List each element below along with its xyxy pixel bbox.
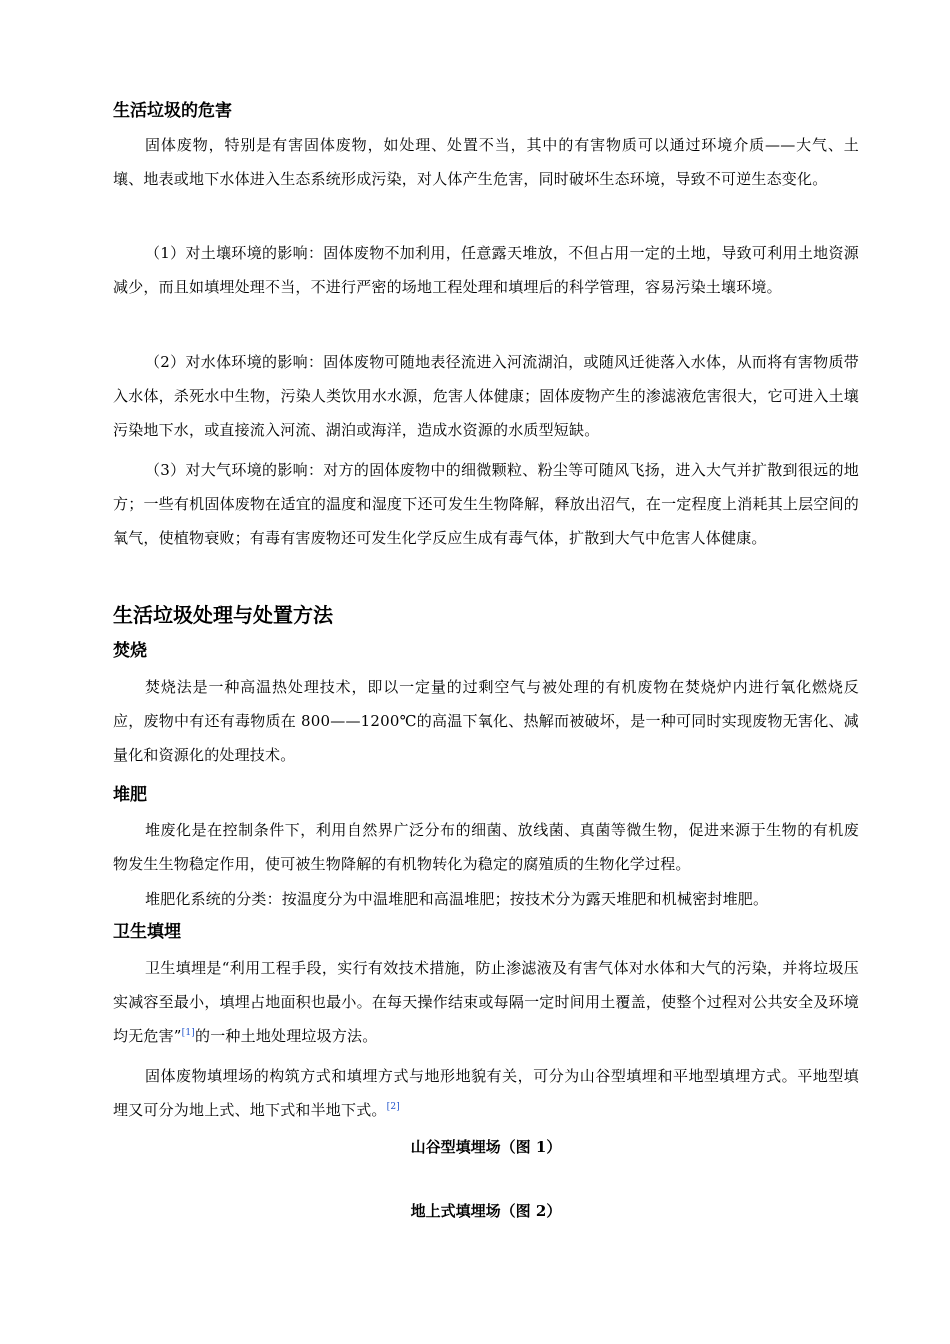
citation-ref-1[interactable]: [1] [181, 1028, 196, 1038]
subheading-incineration: 焚烧 [113, 641, 147, 661]
landfill-definition-tail: 的一种土地处理垃圾方法。 [195, 1027, 378, 1045]
section-heading-methods: 生活垃圾处理与处置方法 [113, 603, 333, 627]
subheading-landfill: 卫生填埋 [113, 922, 181, 942]
landfill-types-text: 固体废物填埋场的构筑方式和填埋方式与地形地貌有关，可分为山谷型填埋和平地型填埋方式。平地型填埋又可分为地上式、地下式和半地下式。 [113, 1067, 859, 1119]
section-heading-hazards: 生活垃圾的危害 [113, 101, 232, 121]
paragraph-compost-classification: 堆肥化系统的分类：按温度分为中温堆肥和高温堆肥；按技术分为露天堆肥和机械密封堆肥。 [145, 890, 769, 908]
paragraph-hazards-intro: 固体废物，特别是有害固体废物，如处理、处置不当，其中的有害物质可以通过环境介质——大气、土壤、地表或地下水体进入生态系统形成污染，对人体产生危害，同时破坏生态环境，导致不可逆生态变化。 [113, 136, 859, 188]
paragraph-landfill-definition [113, 951, 859, 1053]
landfill-definition-text: 卫生填埋是“利用工程手段，实行有效技术措施，防止渗滤液及有害气体对水体和大气的污染，并将垃圾压实减容至最小，填埋占地面积也最小。在每天操作结束或每隔一定时间用土覆盖，使整个过程对公共安全及环境均无危害” [113, 959, 859, 1045]
paragraph-soil-impact: （1）对土壤环境的影响：固体废物不加利用，任意露天堆放，不但占用一定的土地，导致可利用土地资源减少，而且如填埋处理不当，不进行严密的场地工程处理和填埋后的科学管理，容易污染土壤环境。 [113, 244, 859, 296]
paragraph-compost-definition: 堆废化是在控制条件下，利用自然界广泛分布的细菌、放线菌、真菌等微生物，促进来源于生物的有机废物发生生物稳定作用，使可被生物降解的有机物转化为稳定的腐殖质的生物化学过程。 [113, 821, 859, 873]
subheading-compost: 堆肥 [113, 785, 147, 805]
paragraph-landfill-types [113, 1059, 859, 1127]
paragraph-air-impact: （3）对大气环境的影响：对方的固体废物中的细微颗粒、粉尘等可随风飞扬，进入大气并扩散到很远的地方；一些有机固体废物在适宜的温度和湿度下还可发生生物降解，释放出沼气，在一定程度上消耗其上层空间的氧气，使植物衰败；有毒有害废物还可发生化学反应生成有毒气体，扩散到大气中危害人体健康。 [113, 461, 859, 547]
figure-caption-2: 地上式填埋场（图 2） [410, 1202, 562, 1220]
paragraph-water-impact: （2）对水体环境的影响：固体废物可随地表径流进入河流湖泊，或随风迁徙落入水体，从而将有害物质带入水体，杀死水中生物，污染人类饮用水水源，危害人体健康；固体废物产生的渗滤液危害很大，它可进入土壤污染地下水，或直接流入河流、湖泊或海洋，造成水资源的水质型短缺。 [113, 353, 859, 439]
paragraph-incineration: 焚烧法是一种高温热处理技术，即以一定量的过剩空气与被处理的有机废物在焚烧炉内进行氧化燃烧反应，废物中有还有毒物质在 800——1200℃的高温下氧化、热解而被破坏，是一种可同时实现废物无害化、减量化和资源化的处理技术。 [113, 678, 859, 764]
figure-caption-1: 山谷型填埋场（图 1） [410, 1138, 562, 1156]
citation-ref-2[interactable]: [2] [386, 1102, 400, 1112]
